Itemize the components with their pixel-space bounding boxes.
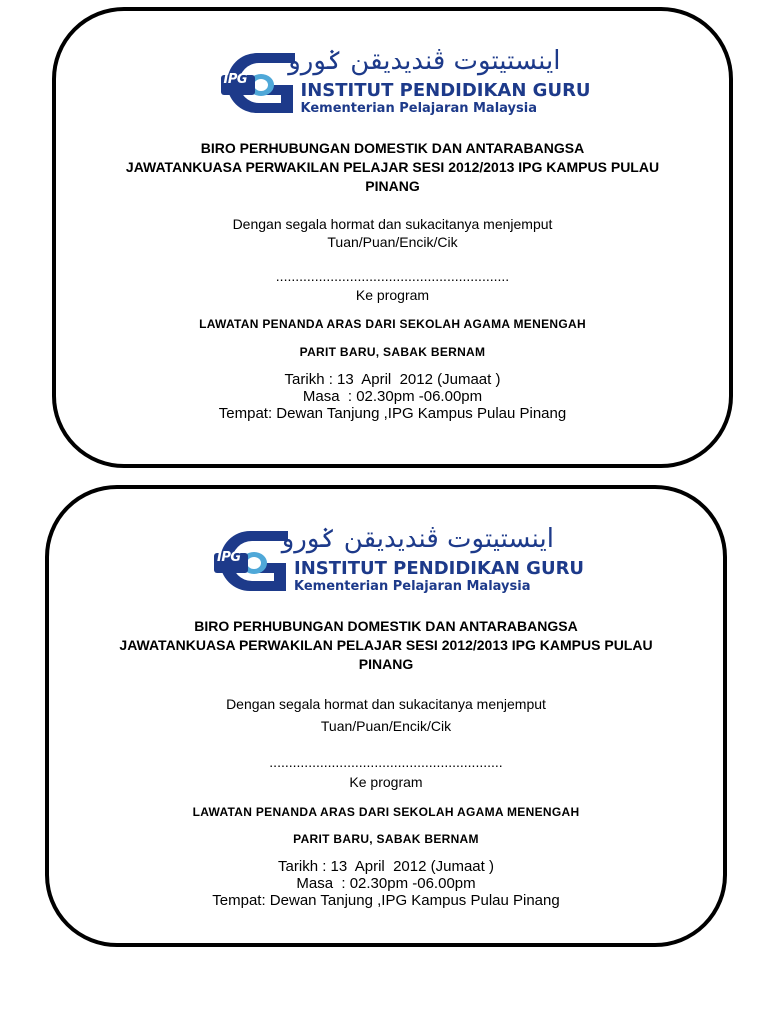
program-label: Ke program bbox=[349, 774, 423, 790]
invitation-heading bbox=[49, 617, 723, 674]
event-date: Tarikh : 13 April 2012 (Jumaat ) bbox=[284, 371, 501, 388]
ipg-badge-text: IPG bbox=[217, 550, 241, 565]
ipg-logo bbox=[214, 524, 585, 597]
heading-line: PINANG bbox=[365, 178, 420, 194]
event-time: Masa : 02.30pm -06.00pm bbox=[296, 875, 476, 892]
program-label: Ke program bbox=[355, 287, 430, 303]
invitation-card-1 bbox=[52, 7, 733, 468]
ministry-name: Kementerian Pelajaran Malaysia bbox=[300, 101, 537, 116]
event-time: Masa : 02.30pm -06.00pm bbox=[302, 388, 483, 405]
invitation-card-2 bbox=[45, 485, 727, 947]
institute-name-jawi: اينستيتوت ڤنديديقن ݢورو bbox=[288, 46, 561, 76]
heading-line: PINANG bbox=[358, 656, 414, 672]
event-title: LAWATAN PENANDA ARAS DARI SEKOLAH AGAMA MENENGAH bbox=[199, 317, 586, 331]
ministry-name: Kementerian Pelajaran Malaysia bbox=[294, 579, 531, 594]
ipg-logo bbox=[221, 46, 591, 119]
greeting-line: Dengan segala hormat dan sukacitanya menjemput bbox=[232, 216, 553, 232]
event-details bbox=[56, 371, 729, 422]
guest-name-blank: ............................................................ bbox=[269, 754, 503, 770]
event-date: Tarikh : 13 April 2012 (Jumaat ) bbox=[278, 858, 494, 875]
heading-line: JAWATANKUASA PERWAKILAN PELAJAR SESI 2012/2013 IPG KAMPUS PULAU bbox=[125, 159, 660, 175]
heading-line: BIRO PERHUBUNGAN DOMESTIK DAN ANTARABANGSA bbox=[200, 140, 585, 156]
event-venue: Tempat: Dewan Tanjung ,IPG Kampus Pulau Pinang bbox=[212, 892, 560, 909]
heading-line: JAWATANKUASA PERWAKILAN PELAJAR SESI 2012/2013 IPG KAMPUS PULAU bbox=[119, 637, 653, 653]
greeting-line: Dengan segala hormat dan sukacitanya menjemput bbox=[226, 696, 546, 712]
event-title: LAWATAN PENANDA ARAS DARI SEKOLAH AGAMA MENENGAH bbox=[192, 805, 580, 819]
greeting-line: Tuan/Puan/Encik/Cik bbox=[327, 234, 458, 250]
institute-name-jawi: اينستيتوت ڤنديديقن ݢورو bbox=[281, 524, 554, 554]
event-venue: Tempat: Dewan Tanjung ,IPG Kampus Pulau Pinang bbox=[218, 405, 567, 422]
ipg-badge-text: IPG bbox=[223, 72, 248, 87]
greeting bbox=[56, 215, 729, 251]
greeting bbox=[49, 693, 723, 737]
event-location: PARIT BARU, SABAK BERNAM bbox=[293, 832, 479, 846]
event-details bbox=[49, 858, 723, 909]
institute-name: INSTITUT PENDIDIKAN GURU bbox=[300, 80, 591, 101]
guest-name-blank: ............................................................ bbox=[275, 268, 510, 284]
invitation-heading bbox=[56, 139, 729, 196]
event-location: PARIT BARU, SABAK BERNAM bbox=[299, 345, 486, 359]
heading-line: BIRO PERHUBUNGAN DOMESTIK DAN ANTARABANGSA bbox=[194, 618, 578, 634]
greeting-line: Tuan/Puan/Encik/Cik bbox=[320, 718, 452, 734]
institute-name: INSTITUT PENDIDIKAN GURU bbox=[294, 558, 585, 579]
